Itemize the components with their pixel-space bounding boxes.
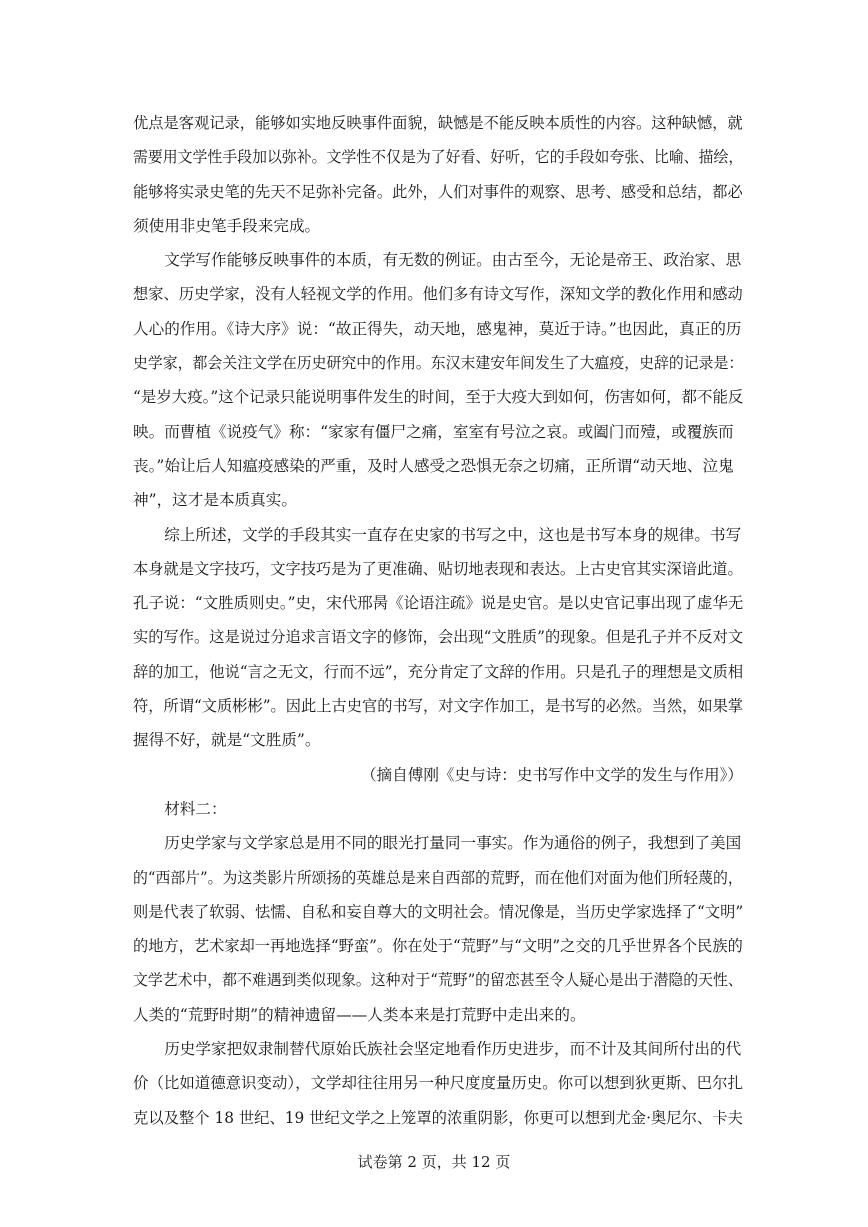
text-line: 符，所谓“文质彬彬”。因此上古史官的书写，对文字作加工，是书写的必然。当然，如果掌 xyxy=(133,697,744,716)
text-line: 克以及整个 18 世纪、19 世纪文学之上笼罩的浓重阴影，你更可以想到尤金·奥尼尔、卡夫 xyxy=(133,1108,743,1127)
text-line: 的地方，艺术家却一再地选择“野蛮”。你在处于“荒野”与“文明”之交的几乎世界各个民族的 xyxy=(133,937,743,956)
text-line: “是岁大疫。”这个记录只能说明事件发生的时间，至于大疫大到如何，伤害如何，都不能反 xyxy=(133,388,744,407)
material-2-label xyxy=(133,792,743,826)
text-line: 握得不好，就是“文胜质”。 xyxy=(133,731,321,750)
text-line: 神”，这才是本质真实。 xyxy=(133,491,297,510)
text-line: 文学艺术中，都不难遇到类似现象。这种对于“荒野”的留恋甚至令人疑心是出于潜隐的天性、 xyxy=(133,971,743,990)
text-line: 需要用文学性手段加以弥补。文学性不仅是为了好看、好听，它的手段如夸张、比喻、描绘， xyxy=(133,148,744,167)
text-line: 价（比如道德意识变动），文学却往往用另一种尺度度量历史。你可以想到狄更斯、巴尔扎 xyxy=(133,1074,743,1093)
paragraph-4 xyxy=(133,826,743,1032)
text-line: 实的写作。这是说过分追求言语文字的修饰，会出现“文胜质”的现象。但是孔子并不反对文 xyxy=(133,628,744,647)
text-line: 综上所述，文学的手段其实一直存在史家的书写之中，这也是书写本身的规律。书写 xyxy=(164,525,742,544)
text-line: 史学家，都会关注文学在历史研究中的作用。东汉末建安年间发生了大瘟疫，史辞的记录是： xyxy=(133,354,744,373)
paragraph-5 xyxy=(133,1032,743,1135)
text-line: 则是代表了软弱、怯懦、自私和妄自尊大的文明社会。情况像是，当历史学家选择了“文明” xyxy=(133,902,744,921)
text-line: 人心的作用。《诗大序》说：“故正得失，动天地，感鬼神，莫近于诗。”也因此，真正的历 xyxy=(133,319,742,338)
paragraph-1 xyxy=(133,106,743,243)
text-line: 须使用非史笔手段来完成。 xyxy=(133,216,321,235)
text-line: 想家、历史学家，没有人轻视文学的作用。他们多有诗文写作，深知文学的教化作用和感动 xyxy=(133,285,743,304)
text-line: 本身就是文字技巧，文字技巧是为了更准确、贴切地表现和表达。上古史官其实深谙此道。 xyxy=(133,559,743,578)
text-line: 文学写作能够反映事件的本质，有无数的例证。由古至今，无论是帝王、政治家、思 xyxy=(164,251,742,270)
paragraph-2 xyxy=(133,243,743,517)
text-line: 人类的“荒野时期”的精神遗留——人类本来是打荒野中走出来的。 xyxy=(133,1005,586,1024)
source-citation: （摘自傅刚《史与诗：史书写作中文学的发生与作用》） xyxy=(360,765,743,784)
page-footer: 试卷第 2 页，共 12 页 xyxy=(357,1153,511,1171)
text-line: 优点是客观记录，能够如实地反映事件面貌，缺憾是不能反映本质性的内容。这种缺憾，就 xyxy=(133,114,743,132)
text-line: 历史学家与文学家总是用不同的眼光打量同一事实。作为通俗的例子，我想到了美国 xyxy=(164,834,742,853)
page-content xyxy=(133,106,743,1135)
text-line: 材料二： xyxy=(164,799,227,818)
text-line: 丧。”始让后人知瘟疫感染的严重，及时人感受之恐惧无奈之切痛，正所谓“动天地、泣鬼 xyxy=(133,456,734,475)
text-line: 的“西部片”。为这类影片所颂扬的英雄总是来自西部的荒野，而在他们对面为他们所轻蔑的， xyxy=(133,868,743,887)
text-line: 孔子说：“文胜质则史。”史，宋代邢昺《论语注疏》说是史官。是以史官记事出现了虚华无 xyxy=(133,594,744,613)
text-line: 映。而曹植《说疫气》称：“家家有僵尸之痛，室室有号泣之哀。或阖门而殪，或覆族而 xyxy=(133,422,734,441)
text-line: 能够将实录史笔的先天不足弥补完备。此外，人们对事件的观察、思考、感受和总结，都必 xyxy=(133,182,743,201)
text-line: 历史学家把奴隶制替代原始氏族社会坚定地看作历史进步，而不计及其间所付出的代 xyxy=(164,1040,742,1059)
text-line: 辞的加工，他说“言之无文，行而不远”，充分肯定了文辞的作用。只是孔子的理想是文质相 xyxy=(133,662,744,681)
paragraph-3 xyxy=(133,518,743,758)
